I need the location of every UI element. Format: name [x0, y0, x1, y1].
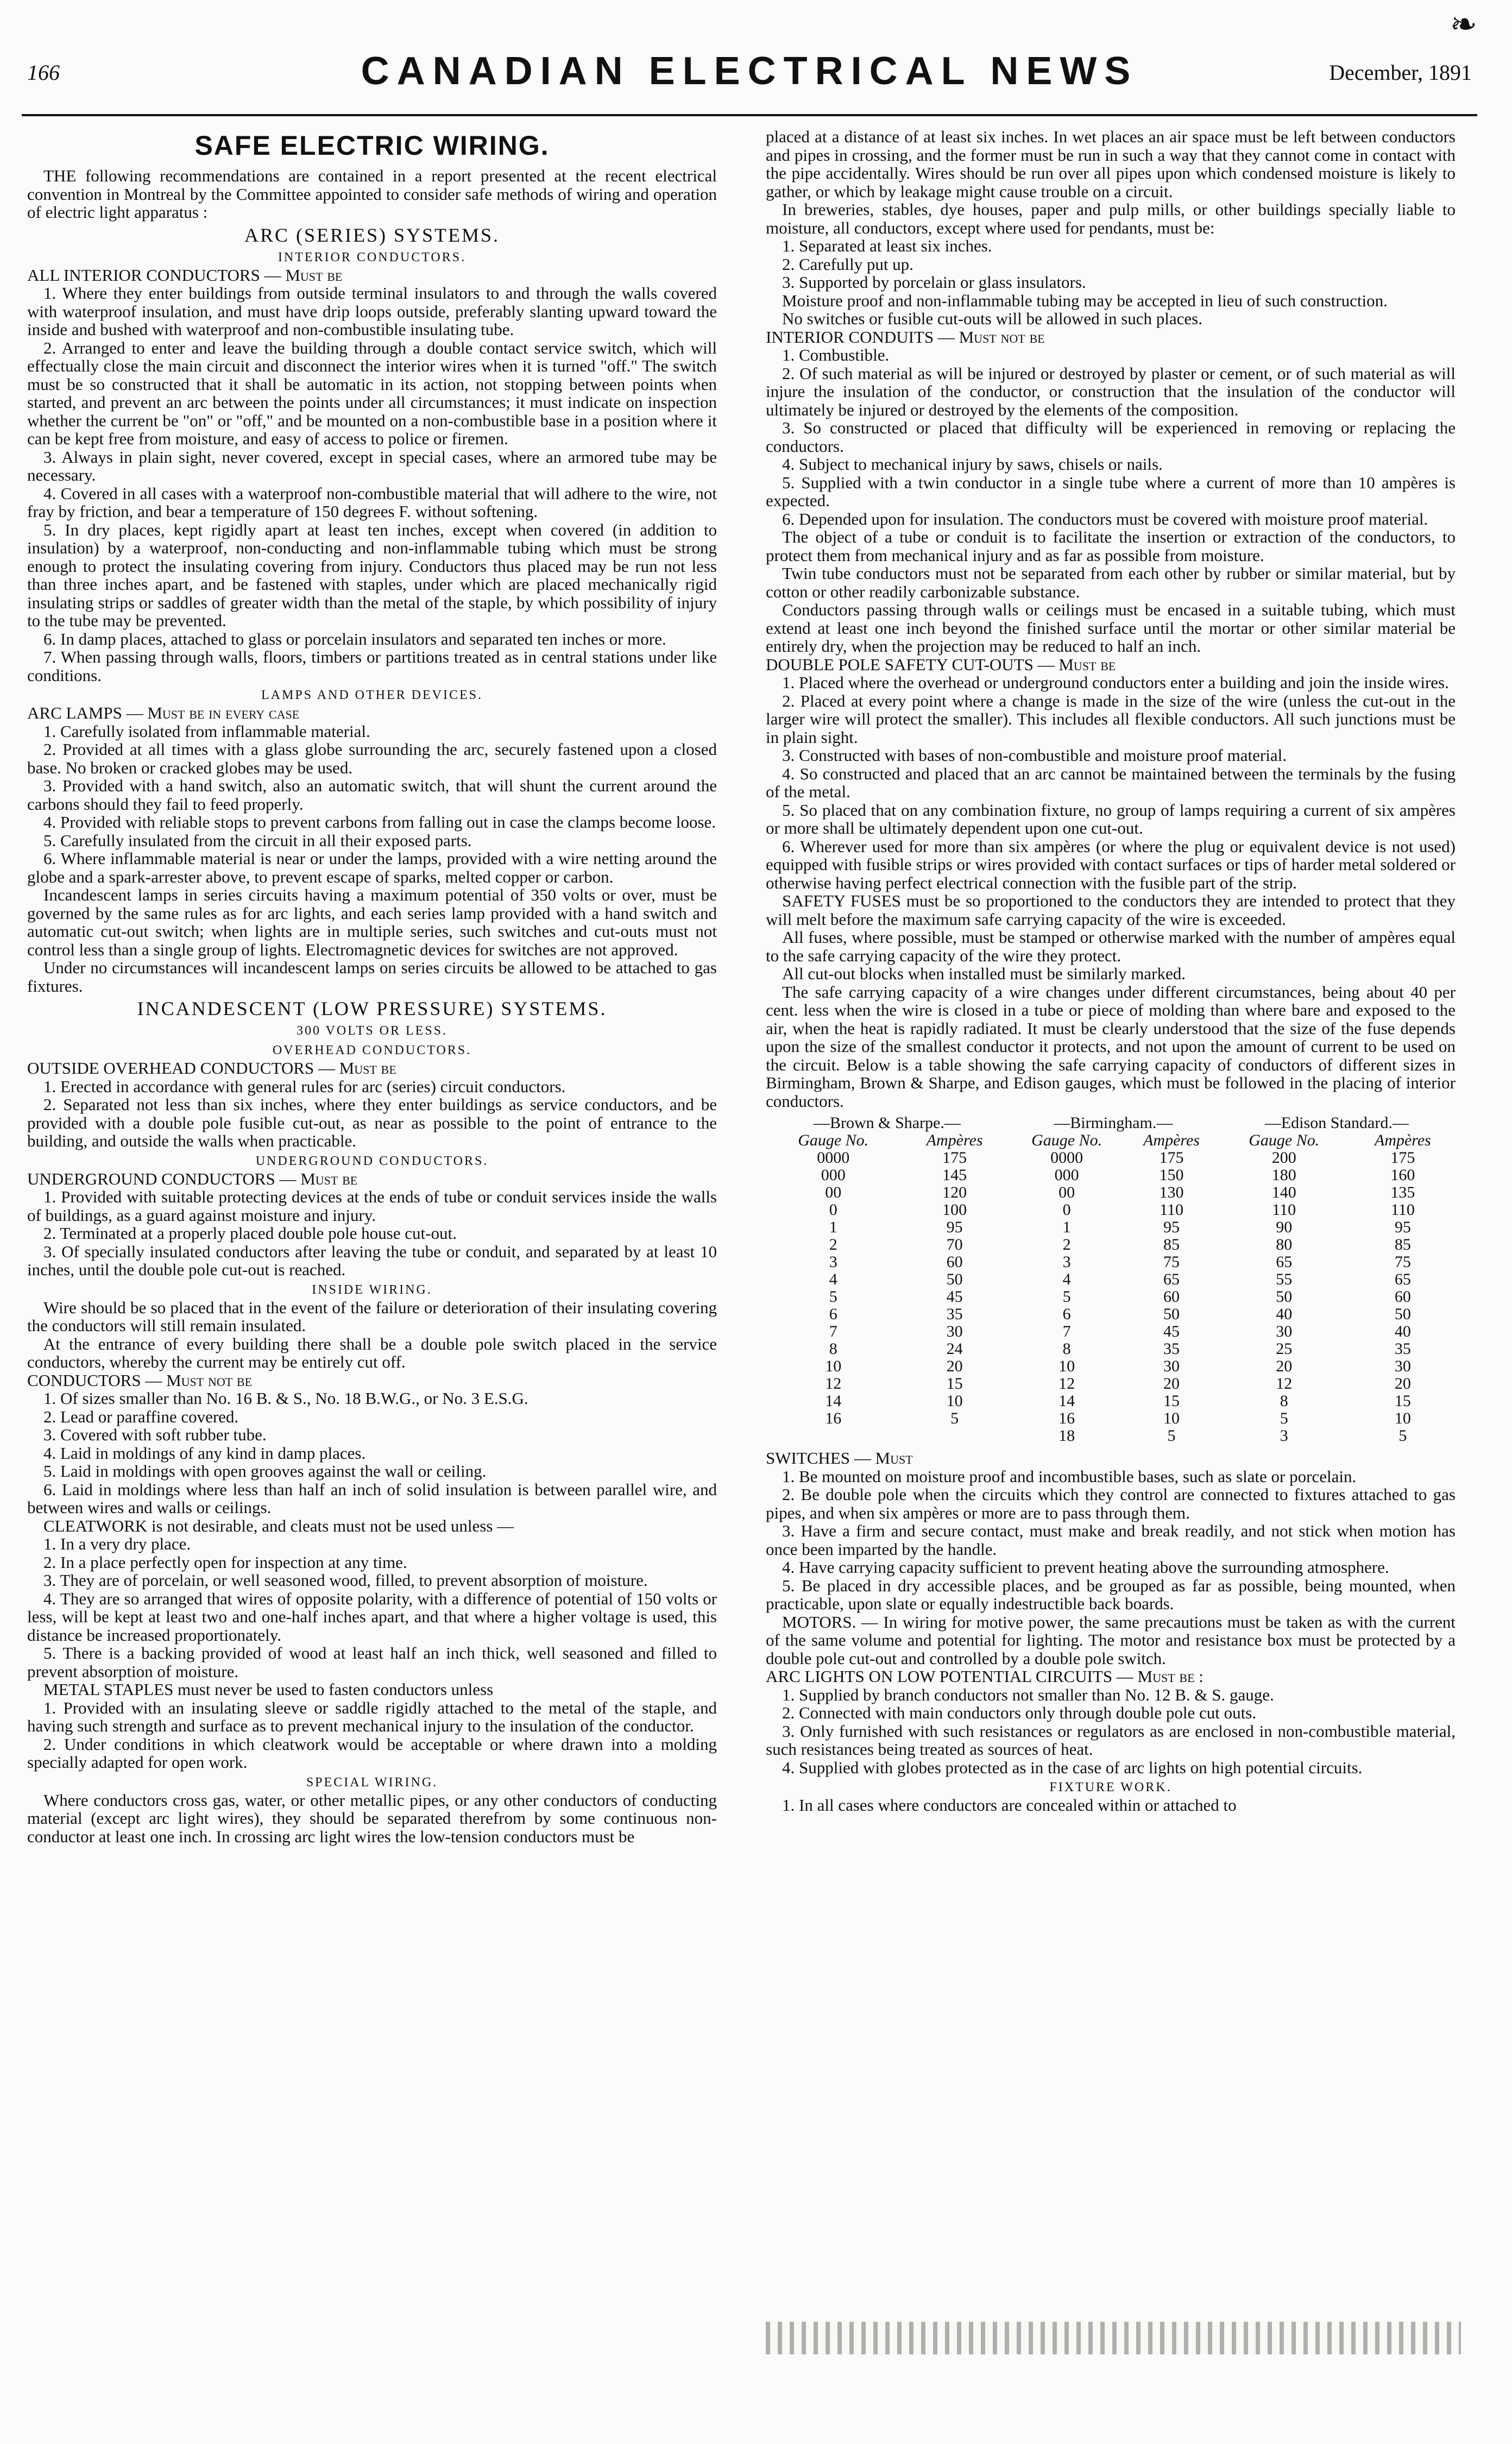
paragraph: 6. Depended upon for insulation. The conductors must be covered with moisture proof material. [782, 509, 1428, 528]
table-cell: 65 [1163, 1270, 1180, 1288]
table-cell: 10 [1163, 1409, 1180, 1427]
subheading-lamps: LAMPS AND OTHER DEVICES. [261, 688, 483, 702]
paragraph: 3. Of specially insulated conductors after leaving the tube or conduit, and separated by at least 10 inches, until the double pole cut-out is reached. [27, 1242, 717, 1279]
table-cell: 5 [1062, 1288, 1071, 1306]
table-row [766, 1410, 1456, 1427]
table-cell: 95 [1394, 1218, 1411, 1236]
table-cell: 60 [946, 1253, 963, 1271]
table-cell [766, 1427, 900, 1445]
paragraph: 3. Supported by porcelain or glass insulators. [782, 273, 1086, 292]
paragraph: 1. Where they enter buildings from outside terminal insulators to and through the walls covered with waterproof insulation, and must have drip loops outside, preferably slanting upward toward the inside and bushed with waterproof and non-combustible insulating tube. [27, 284, 717, 339]
table-cell: 75 [1163, 1253, 1180, 1271]
paragraph: Twin tube conductors must not be separated from each other by rubber or similar material, but by cotton or other readily carbonizable substance. [766, 564, 1456, 601]
paragraph: CLEATWORK is not desirable, and cleats must not be used unless — [43, 1516, 514, 1535]
paragraph: SAFETY FUSES must be so proportioned to the conductors they are intended to protect that they will melt before the maximum safe carrying capacity of the wire is exceeded. [766, 891, 1456, 929]
table-cell: 50 [1163, 1305, 1180, 1323]
table-cell: 30 [946, 1322, 963, 1340]
table-cell: 180 [1271, 1166, 1296, 1184]
table-cell: 150 [1159, 1166, 1184, 1184]
table-cell: 16 [825, 1409, 842, 1427]
table-cell: 6 [1062, 1305, 1071, 1323]
paragraph: 2. Placed at every point where a change is made in the size of the wire (unless the cut-out in the larger wire will protect the smaller). This includes all flexible conductors. All such junctions must be in plain sight. [766, 691, 1456, 747]
table-cell: 8 [1280, 1392, 1288, 1410]
right-column [766, 128, 1456, 1815]
table-cell: 7 [1062, 1322, 1071, 1340]
table-cell: 5 [950, 1409, 959, 1427]
table-cell: 130 [1159, 1183, 1184, 1201]
paragraph: 3. Only furnished with such resistances or regulators as are enclosed in non-combustible material, such resistances being treated as sources of heat. [766, 1721, 1456, 1759]
table-cell: 7 [829, 1322, 837, 1340]
table-cell: 140 [1271, 1183, 1296, 1201]
table-row [766, 1219, 1456, 1236]
table-cell: 35 [1163, 1340, 1180, 1358]
table-cell: 15 [1394, 1392, 1411, 1410]
table-cell: 160 [1390, 1166, 1415, 1184]
table-cell: 0000 [817, 1149, 850, 1167]
subheading-inside-wiring: INSIDE WIRING. [312, 1282, 432, 1297]
paragraph: 6. Wherever used for more than six ampères (or where the plug or equivalent device is not used) equipped with fusible strips or wires provided with contact surfaces or tips of harder metal soldered or otherwise having perfect electrical connection with the fusible part of the strip. [766, 836, 1456, 892]
paragraph: 4. Covered in all cases with a waterproof non-combustible material that will adhere to the wire, not fray by friction, and bear a temperature of 150 degrees F. without softening. [27, 483, 717, 521]
table-cell: 80 [1276, 1236, 1293, 1254]
table-cell: 5 [829, 1288, 837, 1306]
paragraph: 2. In a place perfectly open for inspection at any time. [43, 1552, 407, 1572]
table-cell: 45 [1163, 1322, 1180, 1340]
paragraph: All fuses, where possible, must be stamped or otherwise marked with the number of ampères equal to the safe carrying capacity of the wire they protect. [766, 928, 1456, 965]
rule-lead: UNDERGROUND CONDUCTORS — Must be [27, 1169, 358, 1188]
paragraph: Incandescent lamps in series circuits having a maximum potential of 350 volts or over, must be governed by the same rules as for arc lights, and each series lamp provided with a hand switch and automatic cut-out switch; when lights are in multiple series, such switches and cut-outs must not control less than a single group of lights. Electromagnetic devices for switches are not approved. [27, 885, 717, 959]
paragraph: 4. Have carrying capacity sufficient to prevent heating above the surrounding atmosphere. [782, 1558, 1389, 1577]
newspaper-page [22, 7, 1477, 2422]
paragraph: 4. Provided with reliable stops to prevent carbons from falling out in case the clamps become loose. [43, 812, 716, 832]
gauge-table-body [766, 1149, 1456, 1445]
publication-title: CANADIAN ELECTRICAL NEWS [361, 49, 1138, 93]
column-header: Gauge No. [798, 1131, 869, 1149]
table-cell: 10 [1059, 1357, 1075, 1375]
table-cell: 14 [1059, 1392, 1075, 1410]
paragraph: 1. Erected in accordance with general rules for arc (series) circuit conductors. [43, 1076, 566, 1096]
table-cell: 110 [1272, 1201, 1296, 1219]
table-cell: 75 [1394, 1253, 1411, 1271]
paragraph: 1. Of sizes smaller than No. 16 B. & S., No. 18 B.W.G., or No. 3 E.S.G. [43, 1389, 528, 1408]
table-row [766, 1427, 1456, 1445]
rule-lead: ALL INTERIOR CONDUCTORS — Must be [27, 265, 343, 285]
table-row [766, 1393, 1456, 1410]
paragraph: 3. Always in plain sight, never covered, except in special cases, where an armored tube may be necessary. [27, 447, 717, 484]
paragraph: 6. Where inflammable material is near or under the lamps, provided with a wire netting around the globe and a spark-arrester above, to prevent escape of sparks, melted copper or carbon. [27, 849, 717, 886]
paragraph: 1. Combustible. [782, 345, 890, 364]
table-cell: 8 [829, 1340, 837, 1358]
table-cell: 0 [829, 1201, 837, 1219]
table-cell: 85 [1394, 1236, 1411, 1254]
paragraph: Wire should be so placed that in the event of the failure or deterioration of their insulating covering the conductors will still remain insulated. [27, 1297, 717, 1335]
table-cell: 40 [1276, 1305, 1293, 1323]
table-row [766, 1236, 1456, 1254]
table-cell: 120 [942, 1183, 967, 1201]
subheading-underground: UNDERGROUND CONDUCTORS. [255, 1154, 489, 1168]
table-cell: 90 [1276, 1218, 1293, 1236]
table-cell: 145 [942, 1166, 967, 1184]
issue-date: December, 1891 [1329, 60, 1472, 85]
table-cell: 65 [1276, 1253, 1293, 1271]
paragraph: 3. Constructed with bases of non-combustible and moisture proof material. [782, 746, 1287, 765]
paragraph: 2. Separated not less than six inches, where they enter buildings as service conductors, and be provided with a double pole fusible cut-out, as near as possible to the point of entrance to the building, and outside the walls when practicable. [27, 1095, 717, 1150]
table-row [766, 1358, 1456, 1375]
table-cell: 35 [946, 1305, 963, 1323]
paragraph: The object of a tube or conduit is to facilitate the insertion or extraction of the conductors, to protect them from mechanical injury and as far as possible from moisture. [766, 527, 1456, 565]
table-cell: 5 [1167, 1427, 1176, 1445]
paragraph: 5. Laid in moldings with open grooves against the wall or ceiling. [43, 1462, 487, 1481]
section-heading-arc: ARC (SERIES) SYSTEMS. [244, 224, 500, 246]
scan-artifact-band [766, 2322, 1461, 2354]
table-cell: 20 [1276, 1357, 1293, 1375]
paragraph: All cut-out blocks when installed must be similarly marked. [782, 964, 1186, 983]
table-cell: 2 [829, 1236, 837, 1254]
table-cell: 0000 [1050, 1149, 1083, 1167]
paragraph: 2. Arranged to enter and leave the building through a double contact service switch, which will effectually close the main circuit and disconnect the interior wires when it is turned "off." The switch must be so constructed that it shall be automatic in its action, not stopping between points when started, and prevent an arc between the points under all circumstances; it must indicate on inspection whether the current be "on" or "off," and be mounted on a non-combustible base in a position where it can be kept free from moisture, and easy of access to police or firemen. [27, 338, 717, 448]
table-cell: 12 [1059, 1375, 1075, 1393]
voltage-note: 300 VOLTS OR LESS. [296, 1024, 448, 1038]
paragraph: MOTORS. — In wiring for motive power, the same precautions must be taken as with the current of the same volume and potential for lighting. The motor and resistance box must be protected by a double pole cut-out and controlled by a double pole switch. [766, 1612, 1456, 1668]
paragraph: 1. In all cases where conductors are concealed within or attached to [782, 1796, 1237, 1815]
subheading-interior-conductors: INTERIOR CONDUCTORS. [278, 250, 467, 264]
table-cell: 20 [1394, 1375, 1411, 1393]
paragraph: 2. Of such material as will be injured or destroyed by plaster or cement, or of such material as will injure the insulation of the conductor, or construction that the insulation of the conductor will ultimately be injured or destroyed by the elements of the composition. [766, 363, 1456, 419]
table-cell: 45 [946, 1288, 963, 1306]
rule-lead: OUTSIDE OVERHEAD CONDUCTORS — Must be [27, 1059, 396, 1078]
table-cell: 12 [1276, 1375, 1293, 1393]
column-header: Gauge No. [1031, 1131, 1102, 1149]
table-cell: 50 [1276, 1288, 1293, 1306]
page-number: 166 [27, 60, 60, 85]
table-cell: 5 [1398, 1427, 1407, 1445]
left-column [27, 128, 717, 1845]
table-cell: 100 [942, 1201, 967, 1219]
table-cell: 10 [946, 1392, 963, 1410]
table-row [766, 1340, 1456, 1358]
paragraph: METAL STAPLES must never be used to fasten conductors unless [43, 1680, 494, 1699]
table-cell [900, 1427, 1008, 1445]
table-cell: 3 [1280, 1427, 1288, 1445]
gauge-group-header: —Brown & Sharpe.— [814, 1114, 961, 1132]
table-cell: 60 [1163, 1288, 1180, 1306]
paragraph: 5. Supplied with a twin conductor in a single tube where a current of more than 10 ampères is expected. [766, 473, 1456, 510]
table-cell: 18 [1059, 1427, 1075, 1445]
table-cell: 60 [1394, 1288, 1411, 1306]
table-cell: 00 [1059, 1183, 1075, 1201]
table-row [766, 1167, 1456, 1184]
section-heading-low-pressure: INCANDESCENT (LOW PRESSURE) SYSTEMS. [137, 998, 607, 1019]
paragraph: The safe carrying capacity of a wire changes under different circumstances, being about 40 per cent. less when the wire is closed in a tube or piece of molding than where bare and exposed to the air, when the heat is rapidly radiated. It must be clearly understood that the size of the fuse depends upon the size of the smallest conductor it protects, and not upon the amount of current to be used on the circuit. Below is a table showing the safe carrying capacity of conductors of different sizes in Birmingham, Brown & Sharpe, and Edison gauges, which must be followed in the placing of interior conductors. [766, 982, 1456, 1111]
paragraph: 2. Under conditions in which cleatwork would be acceptable or where drawn into a molding specially adapted for open work. [27, 1734, 717, 1772]
paragraph: Under no circumstances will incandescent lamps on series circuits be allowed to be attached to gas fixtures. [27, 958, 717, 996]
table-cell: 6 [829, 1305, 837, 1323]
paragraph: 2. Connected with main conductors only through double pole cut outs. [782, 1703, 1257, 1722]
table-row [766, 1149, 1456, 1167]
paragraph: 3. Covered with soft rubber tube. [43, 1425, 267, 1444]
table-row [766, 1254, 1456, 1271]
gauge-group-header: —Birmingham.— [1054, 1114, 1173, 1132]
paragraph: 4. Supplied with globes protected as in the case of arc lights on high potential circuits. [782, 1758, 1363, 1777]
paragraph: 6. In damp places, attached to glass or porcelain insulators and separated ten inches or more. [43, 629, 666, 648]
table-row [766, 1201, 1456, 1219]
table-cell: 95 [946, 1218, 963, 1236]
paragraph: 5. Carefully insulated from the circuit in all their exposed parts. [43, 830, 472, 850]
column-header: Ampères [1143, 1131, 1200, 1149]
paragraph: 5. In dry places, kept rigidly apart at least ten inches, except when covered (in addition to insulation) by a waterproof, non-conducting and non-inflammable tubing which must be strong enough to protect the insulating covering from injury. Conductors thus placed may be run not less than three inches apart, and be fastened with staples, under which are placed mechanically rigid insulating strips or saddles of greater width than the metal of the staple, by which possibility of injury to the tube may be prevented. [27, 520, 717, 630]
paragraph: placed at a distance of at least six inches. In wet places an air space must be left between conductors and pipes in crossing, and the former must be run in such a way that they cannot come in contact with the pipe accidentally. Wires should be run over all pipes upon which condensed moisture is likely to gather, or which by leakage might cause trouble on a circuit. [766, 127, 1456, 201]
paragraph: 2. Terminated at a properly placed double pole house cut-out. [43, 1224, 457, 1243]
rule-lead: DOUBLE POLE SAFETY CUT-OUTS — Must be [766, 654, 1116, 674]
paragraph: 3. They are of porcelain, or well seasoned wood, filled, to prevent absorption of moisture. [43, 1571, 648, 1590]
table-cell: 10 [825, 1357, 842, 1375]
table-cell: 8 [1062, 1340, 1071, 1358]
table-cell: 10 [1394, 1409, 1411, 1427]
table-cell: 55 [1276, 1270, 1293, 1288]
paragraph: 4. Subject to mechanical injury by saws, chisels or nails. [782, 455, 1163, 474]
paragraph: No switches or fusible cut-outs will be allowed in such places. [782, 309, 1202, 328]
table-cell: 3 [1062, 1253, 1071, 1271]
table-cell: 85 [1163, 1236, 1180, 1254]
table-cell: 25 [1276, 1340, 1293, 1358]
paragraph: 5. Be placed in dry accessible places, and be grouped as far as possible, being mounted, when practicable, upon slate or equally indestructible back boards. [766, 1576, 1456, 1613]
table-cell: 4 [829, 1270, 837, 1288]
table-cell: 16 [1059, 1409, 1075, 1427]
paragraph: Conductors passing through walls or ceilings must be encased in a suitable tubing, which must extend at least one inch beyond the finished surface until the mortar or other similar material be entirely dry, when the projection may be reduced to half an inch. [766, 600, 1456, 656]
subheading-overhead: OVERHEAD CONDUCTORS. [272, 1043, 472, 1057]
table-cell: 30 [1163, 1357, 1180, 1375]
gauge-group-header: —Edison Standard.— [1264, 1114, 1409, 1132]
paragraph: 3. Have a firm and secure contact, must make and break readily, and not stick when motion has once been imparted by the handle. [766, 1521, 1456, 1559]
table-cell: 30 [1276, 1322, 1293, 1340]
paragraph: Where conductors cross gas, water, or other metallic pipes, or any other conductors of conducting material (except arc light wires), they should be separated therefrom by some continuous non-conductor at least one inch. In crossing arc light wires the low-tension conductors must be [27, 1790, 717, 1846]
gauge-table [766, 1114, 1456, 1445]
paragraph: 2. Be double pole when the circuits which they control are connected to fixtures attached to gas pipes, and when six ampères or more are to pass through them. [766, 1485, 1456, 1522]
table-cell: 175 [1159, 1149, 1184, 1167]
table-cell: 1 [829, 1218, 837, 1236]
table-cell: 50 [946, 1270, 963, 1288]
paragraph: 4. Laid in moldings of any kind in damp places. [43, 1443, 366, 1463]
paragraph: 5. There is a backing provided of wood at least half an inch thick, well seasoned and filled to prevent absorption of moisture. [27, 1643, 717, 1681]
article-title: SAFE ELECTRIC WIRING. [194, 130, 550, 161]
paragraph: 2. Carefully put up. [782, 254, 914, 274]
paragraph: In breweries, stables, dye houses, paper and pulp mills, or other buildings specially liable to moisture, all conductors, except where used for pendants, must be: [766, 200, 1456, 237]
paragraph: 4. So constructed and placed that an arc cannot be maintained between the terminals by the fusing of the metal. [766, 764, 1456, 801]
paragraph: 3. Provided with a hand switch, also an automatic switch, that will shunt the current around the carbons should they fail to feed properly. [27, 776, 717, 814]
rule-lead: ARC LIGHTS ON LOW POTENTIAL CIRCUITS — Must be : [766, 1667, 1204, 1686]
table-cell: 65 [1394, 1270, 1411, 1288]
rule-lead: SWITCHES — Must [766, 1448, 913, 1467]
table-cell: 15 [946, 1375, 963, 1393]
table-cell: 4 [1062, 1270, 1071, 1288]
table-cell: 175 [1390, 1149, 1415, 1167]
subheading-special-wiring: SPECIAL WIRING. [306, 1775, 438, 1790]
paragraph: 1. Provided with an insulating sleeve or saddle rigidly attached to the metal of the staple, and having such strength and surface as to prevent mechanical injury to the insulation of the conductor. [27, 1698, 717, 1735]
paragraph: 1. Supplied by branch conductors not smaller than No. 12 B. & S. gauge. [782, 1685, 1274, 1704]
column-header: Gauge No. [1249, 1131, 1320, 1149]
table-cell: 24 [946, 1340, 963, 1358]
table-row [766, 1184, 1456, 1201]
table-cell: 1 [1062, 1218, 1071, 1236]
table-cell: 20 [946, 1357, 963, 1375]
column-header: Ampères [926, 1131, 983, 1149]
table-cell: 95 [1163, 1218, 1180, 1236]
paragraph: 1. In a very dry place. [43, 1534, 191, 1553]
table-cell: 135 [1390, 1183, 1415, 1201]
paragraph: 2. Lead or paraffine covered. [43, 1407, 239, 1426]
paragraph: 1. Placed where the overhead or underground conductors enter a building and join the inside wires. [782, 673, 1449, 692]
corner-mark: ❧ [1450, 7, 1477, 42]
paragraph: 1. Carefully isolated from inflammable material. [43, 721, 370, 741]
table-cell: 20 [1163, 1375, 1180, 1393]
table-cell: 0 [1062, 1201, 1071, 1219]
table-cell: 40 [1394, 1322, 1411, 1340]
paragraph: 3. So constructed or placed that difficulty will be experienced in removing or replacing the conductors. [766, 418, 1456, 456]
table-cell: 14 [825, 1392, 842, 1410]
table-cell: 000 [1054, 1166, 1079, 1184]
paragraph: 1. Provided with suitable protecting devices at the ends of tube or conduit services inside the walls of buildings, as a guard against moisture and injury. [27, 1187, 717, 1225]
table-cell: 110 [1390, 1201, 1415, 1219]
rule-lead: ARC LAMPS — Must be in every case [27, 703, 300, 722]
paragraph: 4. They are so arranged that wires of opposite polarity, with a difference of potential of 150 volts or less, will be kept at least two and one-half inches apart, and that where a higher voltage is used, this distance be increased proportionately. [27, 1589, 717, 1645]
table-row [766, 1271, 1456, 1288]
table-cell: 175 [942, 1149, 967, 1167]
paragraph: 2. Provided at all times with a glass globe surrounding the arc, securely fastened upon a closed base. No broken or cracked globes may be used. [27, 740, 717, 777]
table-cell: 110 [1160, 1201, 1183, 1219]
table-cell: 200 [1271, 1149, 1296, 1167]
paragraph: At the entrance of every building there shall be a double pole switch placed in the service conductors, whereby the current may be entirely cut off. [27, 1334, 717, 1371]
paragraph: 5. So placed that on any combination fixture, no group of lamps requiring a current of six ampères or more shall be ultimately dependent upon one cut-out. [766, 800, 1456, 837]
paragraph: 6. Laid in moldings where less than half an inch of solid insulation is between parallel wire, and between wires and walls or ceilings. [27, 1479, 717, 1517]
paragraph: 1. Separated at least six inches. [782, 236, 992, 255]
table-cell: 15 [1163, 1392, 1180, 1410]
table-row [766, 1306, 1456, 1323]
table-cell: 3 [829, 1253, 837, 1271]
table-cell: 12 [825, 1375, 842, 1393]
paragraph: 1. Be mounted on moisture proof and incombustible bases, such as slate or porcelain. [782, 1466, 1357, 1486]
table-row [766, 1288, 1456, 1306]
table-cell: 30 [1394, 1357, 1411, 1375]
column-header: Ampères [1374, 1131, 1431, 1149]
article-intro: THE following recommendations are contained in a report presented at the recent electrical convention in Montreal by the Committee appointed to consider safe methods of wiring and operation of electric light apparatus : [27, 166, 717, 222]
table-cell: 2 [1062, 1236, 1071, 1254]
table-row [766, 1375, 1456, 1393]
subheading-fixture-work: FIXTURE WORK. [1049, 1780, 1172, 1794]
table-row [766, 1323, 1456, 1340]
table-cell: 70 [946, 1236, 963, 1254]
rule-lead: INTERIOR CONDUITS — Must not be [766, 327, 1045, 347]
table-cell: 35 [1394, 1340, 1411, 1358]
table-cell: 00 [825, 1183, 842, 1201]
paragraph: Moisture proof and non-inflammable tubing may be accepted in lieu of such construction. [782, 291, 1388, 310]
rule-lead: CONDUCTORS — Must not be [27, 1370, 253, 1390]
table-cell: 50 [1394, 1305, 1411, 1323]
masthead [22, 7, 1477, 116]
paragraph: 7. When passing through walls, floors, timbers or partitions treated as in central stations under like conditions. [27, 647, 717, 685]
table-cell: 5 [1280, 1409, 1288, 1427]
table-cell: 000 [821, 1166, 846, 1184]
